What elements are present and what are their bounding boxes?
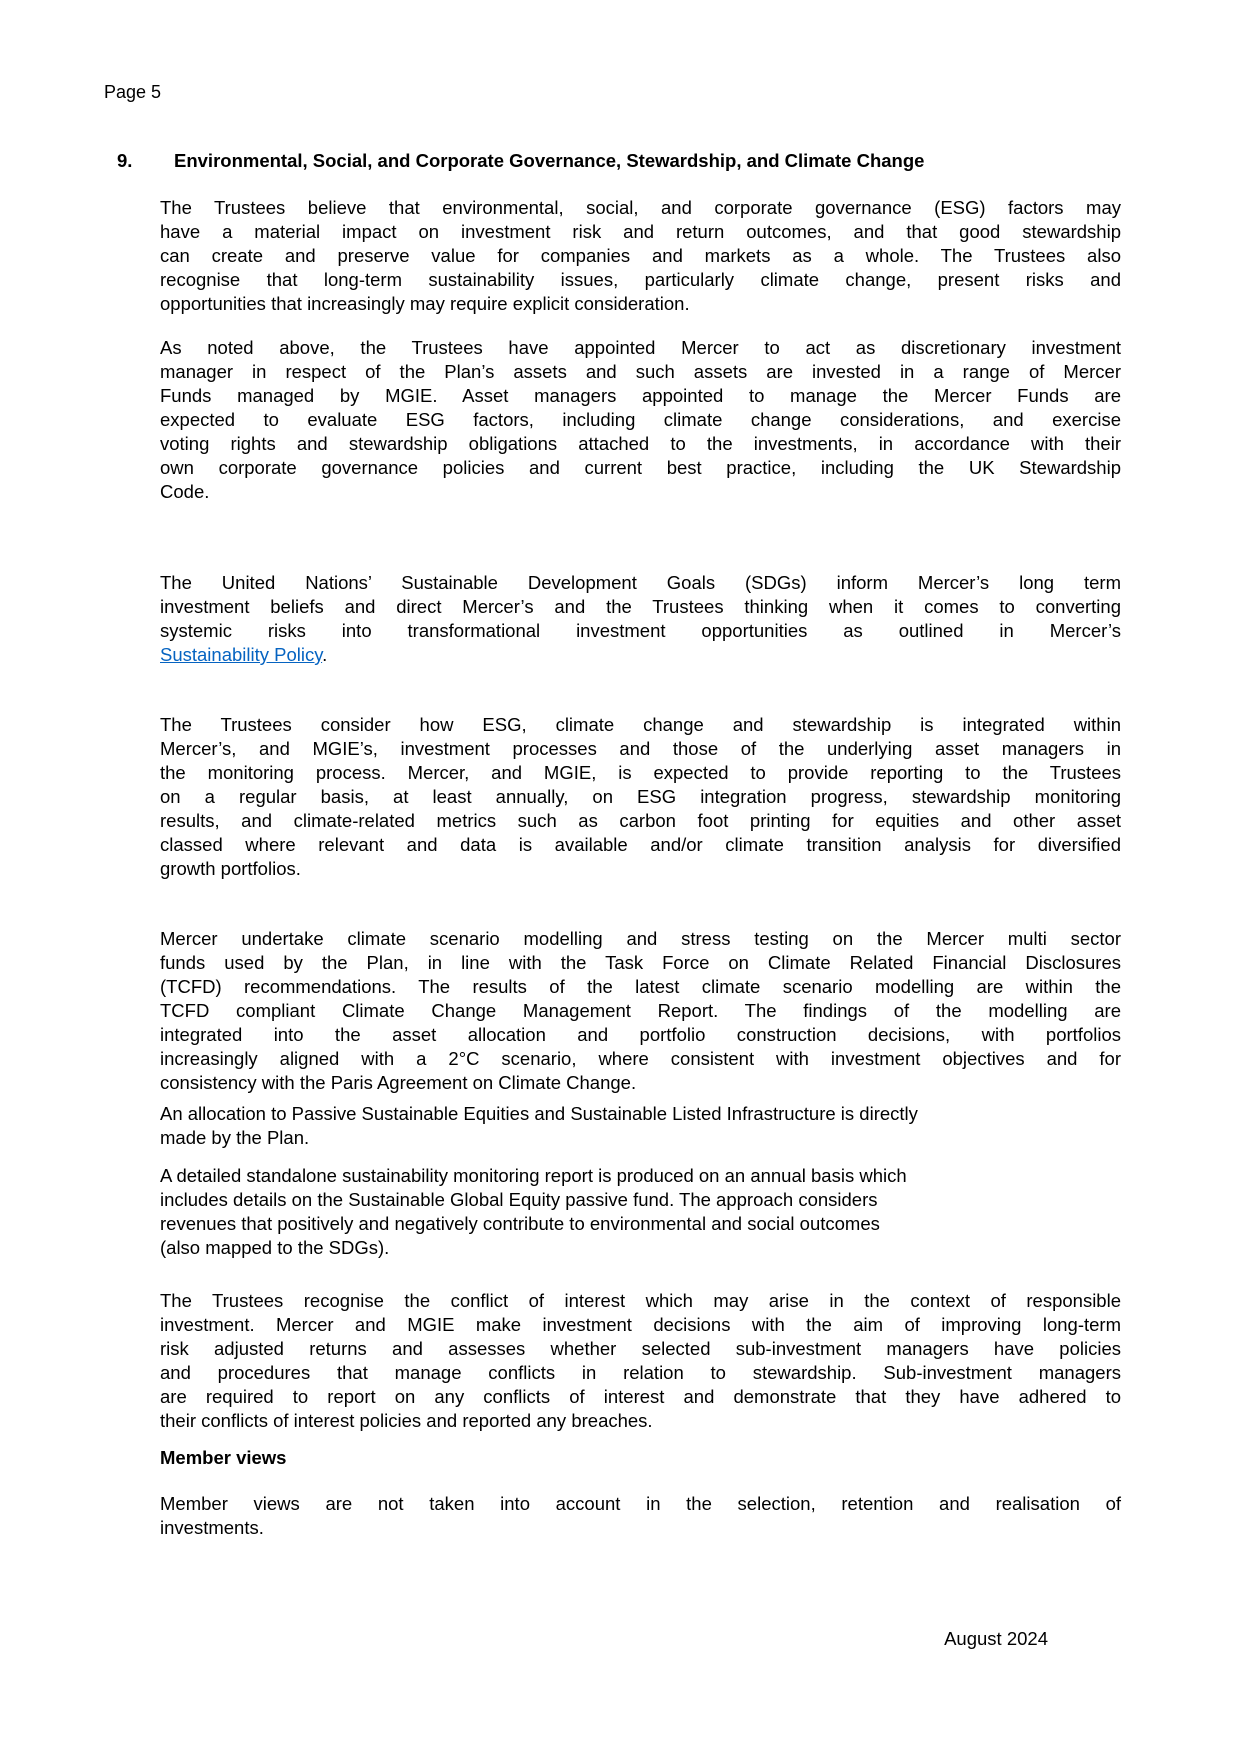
text-line: A detailed standalone sustainability monitoring report is produced on an annual basis which — [160, 1165, 907, 1186]
text-line: are required to report on any conflicts of interest and demonstrate that they have adhered to — [160, 1386, 1121, 1407]
text-line: can create and preserve value for companies and markets as a whole. The Trustees also — [160, 245, 1121, 266]
text-line: Mercer undertake climate scenario modelling and stress testing on the Mercer multi sector — [160, 928, 1121, 949]
text-line: risk adjusted returns and assesses whether selected sub-investment managers have policies — [160, 1338, 1121, 1359]
text-line: An allocation to Passive Sustainable Equities and Sustainable Listed Infrastructure is directly — [160, 1103, 918, 1124]
text-line: expected to evaluate ESG factors, including climate change considerations, and exercise — [160, 409, 1121, 430]
text-line: voting rights and stewardship obligations attached to the investments, in accordance with their — [160, 433, 1121, 454]
text-line: on a regular basis, at least annually, on ESG integration progress, stewardship monitoring — [160, 786, 1121, 807]
text-line: increasingly aligned with a 2°C scenario, where consistent with investment objectives and for — [160, 1048, 1121, 1069]
text-line: own corporate governance policies and current best practice, including the UK Stewardship — [160, 457, 1121, 478]
sustainability-policy-link[interactable]: Sustainability Policy — [160, 644, 323, 665]
text-line: revenues that positively and negatively contribute to environmental and social outcomes — [160, 1213, 880, 1234]
text-line: Code. — [160, 481, 210, 502]
text-line: Funds managed by MGIE. Asset managers appointed to manage the Mercer Funds are — [160, 385, 1121, 406]
section-number: 9. — [117, 150, 133, 171]
body-paragraph — [160, 1492, 1121, 1540]
text-line: Mercer’s, and MGIE’s, investment processes and those of the underlying asset managers in — [160, 738, 1121, 759]
section-heading — [117, 148, 1123, 173]
text-line: consistency with the Paris Agreement on Climate Change. — [160, 1072, 637, 1093]
text-line: and procedures that manage conflicts in relation to stewardship. Sub-investment managers — [160, 1362, 1121, 1383]
text-line: The Trustees believe that environmental, social, and corporate governance (ESG) factors may — [160, 197, 1121, 218]
section-title: Environmental, Social, and Corporate Governance, Stewardship, and Climate Change — [174, 150, 925, 171]
text-line: funds used by the Plan, in line with the Task Force on Climate Related Financial Disclosures — [160, 952, 1121, 973]
text-line: The United Nations’ Sustainable Development Goals (SDGs) inform Mercer’s long term — [160, 572, 1121, 593]
text-line: recognise that long-term sustainability issues, particularly climate change, present risks and — [160, 269, 1121, 290]
member-views-subheading: Member views — [160, 1447, 287, 1468]
footer-date: August 2024 — [944, 1628, 1048, 1649]
body-paragraph — [160, 571, 1121, 667]
text-line: growth portfolios. — [160, 858, 301, 879]
text-line: includes details on the Sustainable Global Equity passive fund. The approach considers — [160, 1189, 878, 1210]
text-line: systemic risks into transformational investment opportunities as outlined in Mercer’s — [160, 620, 1121, 641]
text-line: integrated into the asset allocation and portfolio construction decisions, with portfolios — [160, 1024, 1121, 1045]
text-line: results, and climate-related metrics such as carbon foot printing for equities and other asset — [160, 810, 1121, 831]
text-line: The Trustees recognise the conflict of interest which may arise in the context of responsible — [160, 1290, 1121, 1311]
text-line: classed where relevant and data is available and/or climate transition analysis for diversified — [160, 834, 1121, 855]
text-line: The Trustees consider how ESG, climate change and stewardship is integrated within — [160, 714, 1121, 735]
text-line: made by the Plan. — [160, 1127, 310, 1148]
body-paragraph — [160, 336, 1121, 504]
text-line: the monitoring process. Mercer, and MGIE, is expected to provide reporting to the Trustees — [160, 762, 1121, 783]
text-line: (also mapped to the SDGs). — [160, 1237, 390, 1258]
text-line: Sustainability Policy. — [160, 644, 328, 665]
body-paragraph — [160, 927, 1121, 1095]
body-paragraph — [160, 1102, 1121, 1150]
page-number-label: Page 5 — [104, 82, 162, 102]
text-line: investments. — [160, 1517, 264, 1538]
text-line: opportunities that increasingly may require explicit consideration. — [160, 293, 690, 314]
text-line: their conflicts of interest policies and reported any breaches. — [160, 1410, 653, 1431]
text-line: Member views are not taken into account in the selection, retention and realisation of — [160, 1493, 1121, 1514]
text-line: (TCFD) recommendations. The results of the latest climate scenario modelling are within the — [160, 976, 1121, 997]
text-line: manager in respect of the Plan’s assets and such assets are invested in a range of Mercer — [160, 361, 1121, 382]
text-line: have a material impact on investment risk and return outcomes, and that good stewardship — [160, 221, 1121, 242]
body-paragraph — [160, 1289, 1121, 1433]
text-line: TCFD compliant Climate Change Management Report. The findings of the modelling are — [160, 1000, 1121, 1021]
text-line: investment beliefs and direct Mercer’s and the Trustees thinking when it comes to converting — [160, 596, 1121, 617]
text-line: As noted above, the Trustees have appointed Mercer to act as discretionary investment — [160, 337, 1121, 358]
body-paragraph — [160, 1164, 1121, 1260]
body-paragraph — [160, 713, 1121, 881]
body-paragraph — [160, 196, 1121, 316]
text-line: investment. Mercer and MGIE make investment decisions with the aim of improving long-term — [160, 1314, 1121, 1335]
